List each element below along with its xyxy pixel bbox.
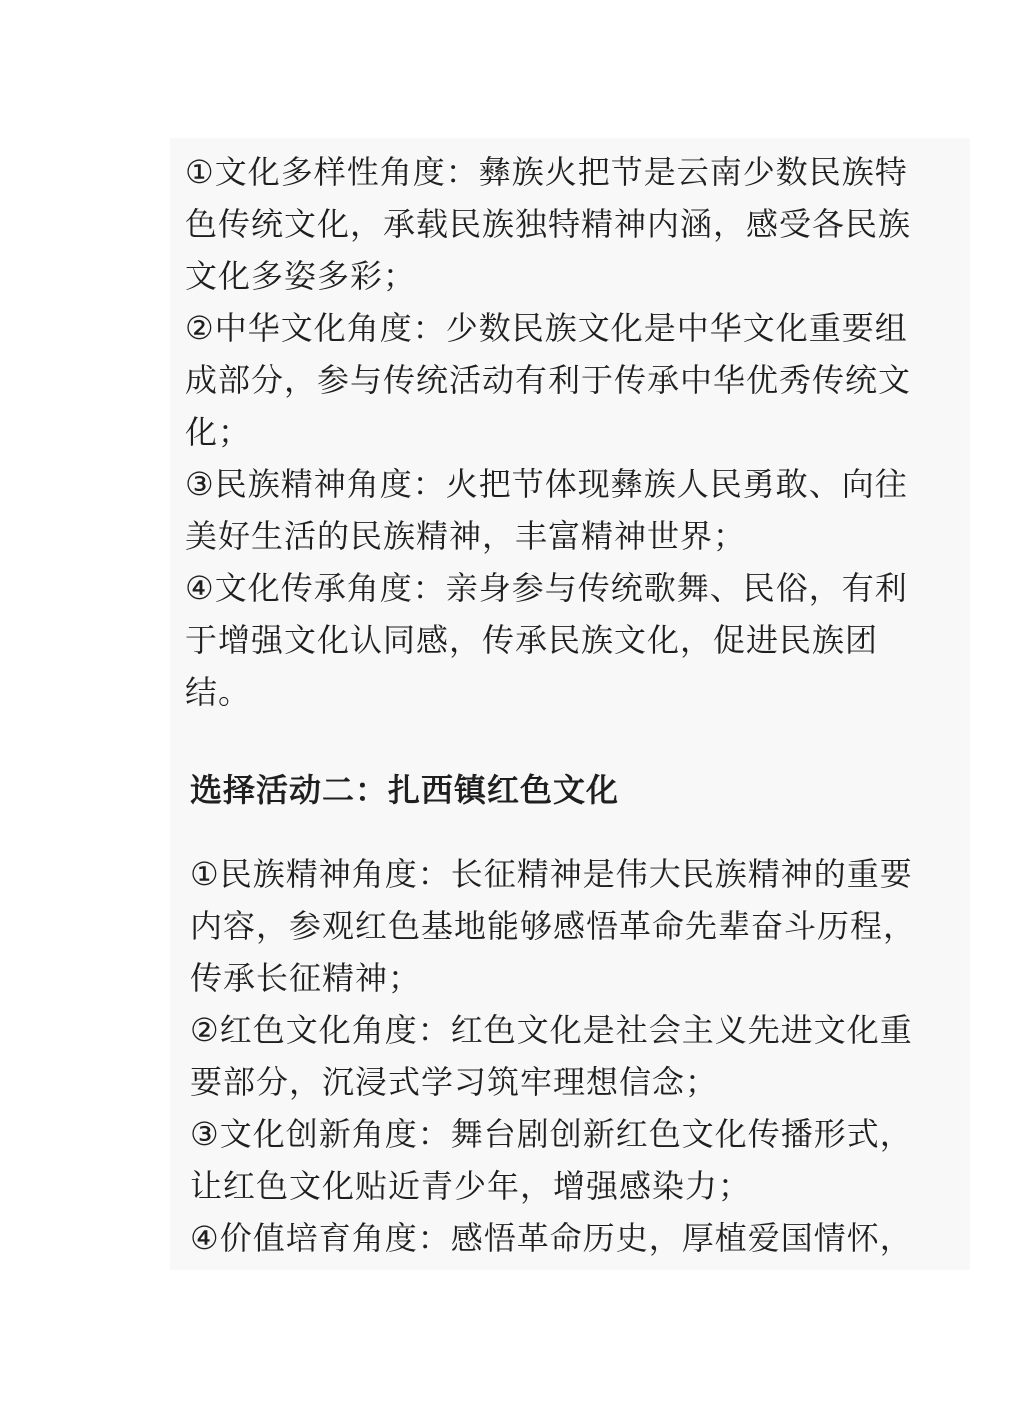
text-line: 传承长征精神； bbox=[190, 959, 422, 997]
text-line: ②中华文化角度：少数民族文化是中华文化重要组 bbox=[185, 309, 908, 347]
activity-one-points bbox=[185, 146, 911, 718]
text-line: ④文化传承角度：亲身参与传统歌舞、民俗，有利 bbox=[185, 569, 908, 607]
text-line: ④价值培育角度：感悟革命历史，厚植爱国情怀， bbox=[190, 1219, 913, 1257]
text-line: 于增强文化认同感，传承民族文化，促进民族团 bbox=[185, 621, 879, 659]
text-line: 美好生活的民族精神，丰富精神世界； bbox=[185, 517, 747, 555]
text-line: 成部分，参与传统活动有利于传承中华优秀传统文 bbox=[185, 361, 912, 399]
text-line: ③文化创新角度：舞台剧创新红色文化传播形式， bbox=[190, 1115, 913, 1153]
text-line: 内容，参观红色基地能够感悟革命先辈奋斗历程， bbox=[190, 907, 917, 945]
text-line: ②红色文化角度：红色文化是社会主义先进文化重 bbox=[190, 1011, 913, 1049]
activity-two-heading: 选择活动二：扎西镇红色文化 bbox=[190, 771, 620, 809]
text-line: 让红色文化贴近青少年，增强感染力； bbox=[190, 1167, 752, 1205]
text-line: 要部分，沉浸式学习筑牢理想信念； bbox=[190, 1063, 719, 1101]
text-line: 文化多姿多彩； bbox=[185, 257, 417, 295]
text-line: 色传统文化，承载民族独特精神内涵，感受各民族 bbox=[185, 205, 912, 243]
text-line: ①文化多样性角度：彝族火把节是云南少数民族特 bbox=[185, 153, 908, 191]
activity-two-points bbox=[190, 848, 916, 1264]
text-line: 结。 bbox=[185, 673, 252, 711]
text-line: 化； bbox=[185, 413, 252, 451]
text-line: ③民族精神角度：火把节体现彝族人民勇敢、向往 bbox=[185, 465, 908, 503]
text-line: ①民族精神角度：长征精神是伟大民族精神的重要 bbox=[190, 855, 913, 893]
